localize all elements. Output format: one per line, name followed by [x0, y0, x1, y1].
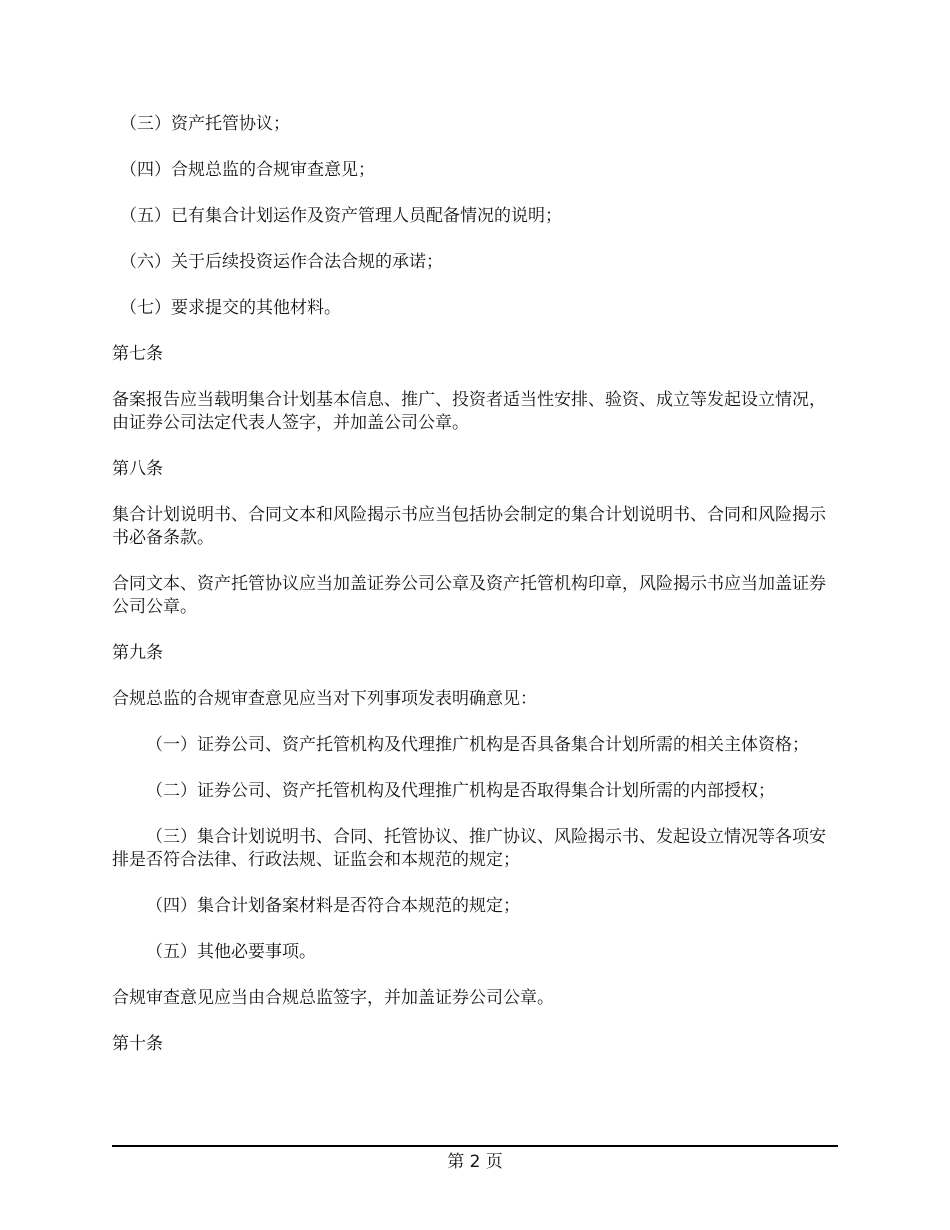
article-heading-8: 第八条 [112, 459, 163, 479]
article-heading-7: 第七条 [112, 344, 163, 364]
list-item: （六）关于后续投资运作合法合规的承诺； [120, 252, 443, 272]
article-9-intro: 合规总监的合规审查意见应当对下列事项发表明确意见： [112, 689, 537, 709]
list-item: （七）要求提交的其他材料。 [120, 298, 341, 318]
list-item: （五）其他必要事项。 [146, 942, 316, 962]
document-body [112, 113, 840, 1079]
list-item: （一）证券公司、资产托管机构及代理推广机构是否具备集合计划所需的相关主体资格； [146, 735, 809, 755]
list-item: （四）合规总监的合规审查意见； [120, 160, 375, 180]
article-8-body-2: 合同文本、资产托管协议应当加盖证券公司公章及资产托管机构印章，风险揭示书应当加盖证券公司公章。 [112, 574, 826, 617]
list-item: （二）证券公司、资产托管机构及代理推广机构是否取得集合计划所需的内部授权； [146, 781, 775, 801]
article-heading-9: 第九条 [112, 643, 163, 663]
article-8-body-1: 集合计划说明书、合同文本和风险揭示书应当包括协会制定的集合计划说明书、合同和风险揭示书必备条款。 [112, 505, 826, 548]
list-item: （四）集合计划备案材料是否符合本规范的规定； [146, 896, 520, 916]
footer-divider [112, 1145, 838, 1147]
list-item: （三）资产托管协议； [120, 114, 290, 134]
page-number: 第 2 页 [447, 1152, 503, 1172]
article-heading-10: 第十条 [112, 1034, 163, 1054]
list-item: （三）集合计划说明书、合同、托管协议、推广协议、风险揭示书、发起设立情况等各项安排是否符合法律、行政法规、证监会和本规范的规定； [112, 827, 826, 870]
article-9-closing: 合规审查意见应当由合规总监签字，并加盖证券公司公章。 [112, 988, 554, 1008]
article-7-body: 备案报告应当载明集合计划基本信息、推广、投资者适当性安排、验资、成立等发起设立情况，由证券公司法定代表人签字，并加盖公司公章。 [112, 390, 826, 433]
list-item: （五）已有集合计划运作及资产管理人员配备情况的说明； [120, 206, 562, 226]
